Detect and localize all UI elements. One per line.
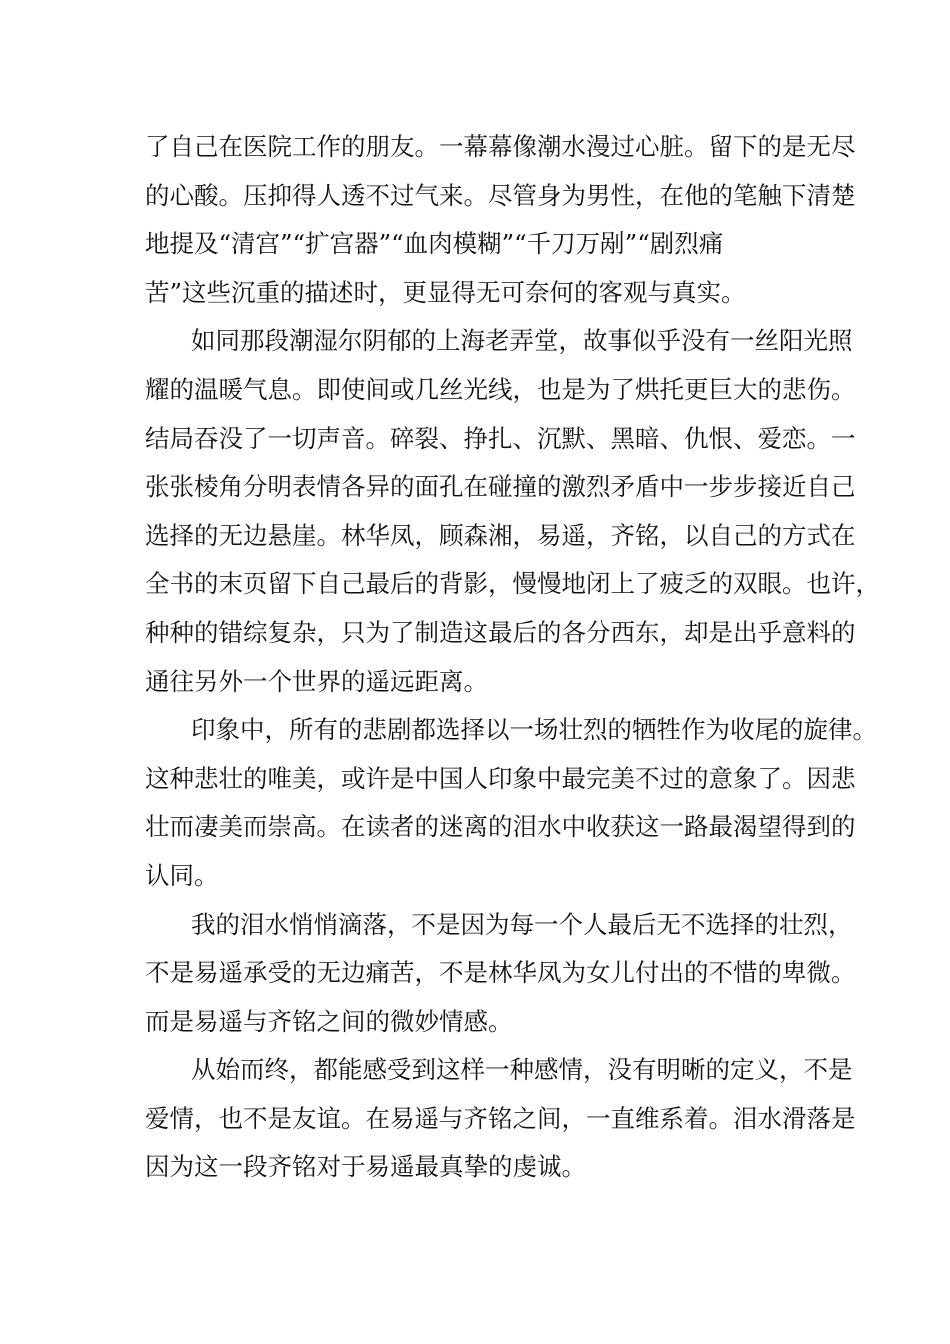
paragraph-4	[145, 901, 856, 1047]
text-line: 从始而终，都能感受到这样一种感情，没有明晰的定义，不是	[191, 1055, 853, 1085]
text-line: 而是易遥与齐铭之间的微妙情感。	[145, 1006, 513, 1036]
paragraph-2	[145, 317, 880, 706]
text-line: 选择的无边悬崖。林华凤，顾森湘，易遥，齐铭，以自己的方式在	[145, 520, 856, 550]
paragraph-5	[145, 1046, 856, 1192]
text-line: 全书的末页留下自己最后的背影，慢慢地闭上了疲乏的双眼。也许，	[145, 569, 880, 599]
text-line: 这种悲壮的唯美，或许是中国人印象中最完美不过的意象了。因悲	[145, 763, 856, 793]
text-line: 印象中，所有的悲剧都选择以一场壮烈的牺牲作为收尾的旋律。	[191, 715, 877, 745]
text-line: 壮而凄美而崇高。在读者的迷离的泪水中收获这一路最渴望得到的	[145, 812, 856, 842]
text-line: 爱情，也不是友谊。在易遥与齐铭之间，一直维系着。泪水滑落是	[145, 1103, 856, 1133]
text-line: 如同那段潮湿尔阴郁的上海老弄堂，故事似乎没有一丝阳光照	[191, 326, 853, 356]
text-line: 通往另外一个世界的遥远距离。	[145, 666, 488, 696]
text-line: 认同。	[145, 860, 219, 890]
paragraph-1	[145, 123, 856, 317]
text-line: 结局吞没了一切声音。碎裂、挣扎、沉默、黑暗、仇恨、爱恋。一	[145, 423, 856, 453]
body-text	[145, 123, 880, 1192]
text-line: 地提及“清宫”“扩宫器”“血肉模糊”“千刀万剐”“剧烈痛	[145, 229, 724, 259]
text-line: 我的泪水悄悄滴落，不是因为每一个人最后无不选择的壮烈，	[191, 909, 853, 939]
text-line: 因为这一段齐铭对于易遥最真挚的虔诚。	[145, 1152, 586, 1182]
text-line: 的心酸。压抑得人透不过气来。尽管身为男性，在他的笔触下清楚	[145, 180, 856, 210]
text-line: 种种的错综复杂，只为了制造这最后的各分西东，却是出乎意料的	[145, 617, 856, 647]
text-line: 了自己在医院工作的朋友。一幕幕像潮水漫过心脏。留下的是无尽	[145, 132, 856, 161]
text-line: 苦”这些沉重的描述时，更显得无可奈何的客观与真实。	[145, 277, 746, 307]
paragraph-3	[145, 706, 877, 900]
text-line: 耀的温暖气息。即使间或几丝光线，也是为了烘托更巨大的悲伤。	[145, 374, 856, 404]
text-line: 张张棱角分明表情各异的面孔在碰撞的激烈矛盾中一步步接近自己	[145, 472, 856, 502]
text-line: 不是易遥承受的无边痛苦，不是林华凤为女儿付出的不惜的卑微。	[145, 958, 856, 988]
